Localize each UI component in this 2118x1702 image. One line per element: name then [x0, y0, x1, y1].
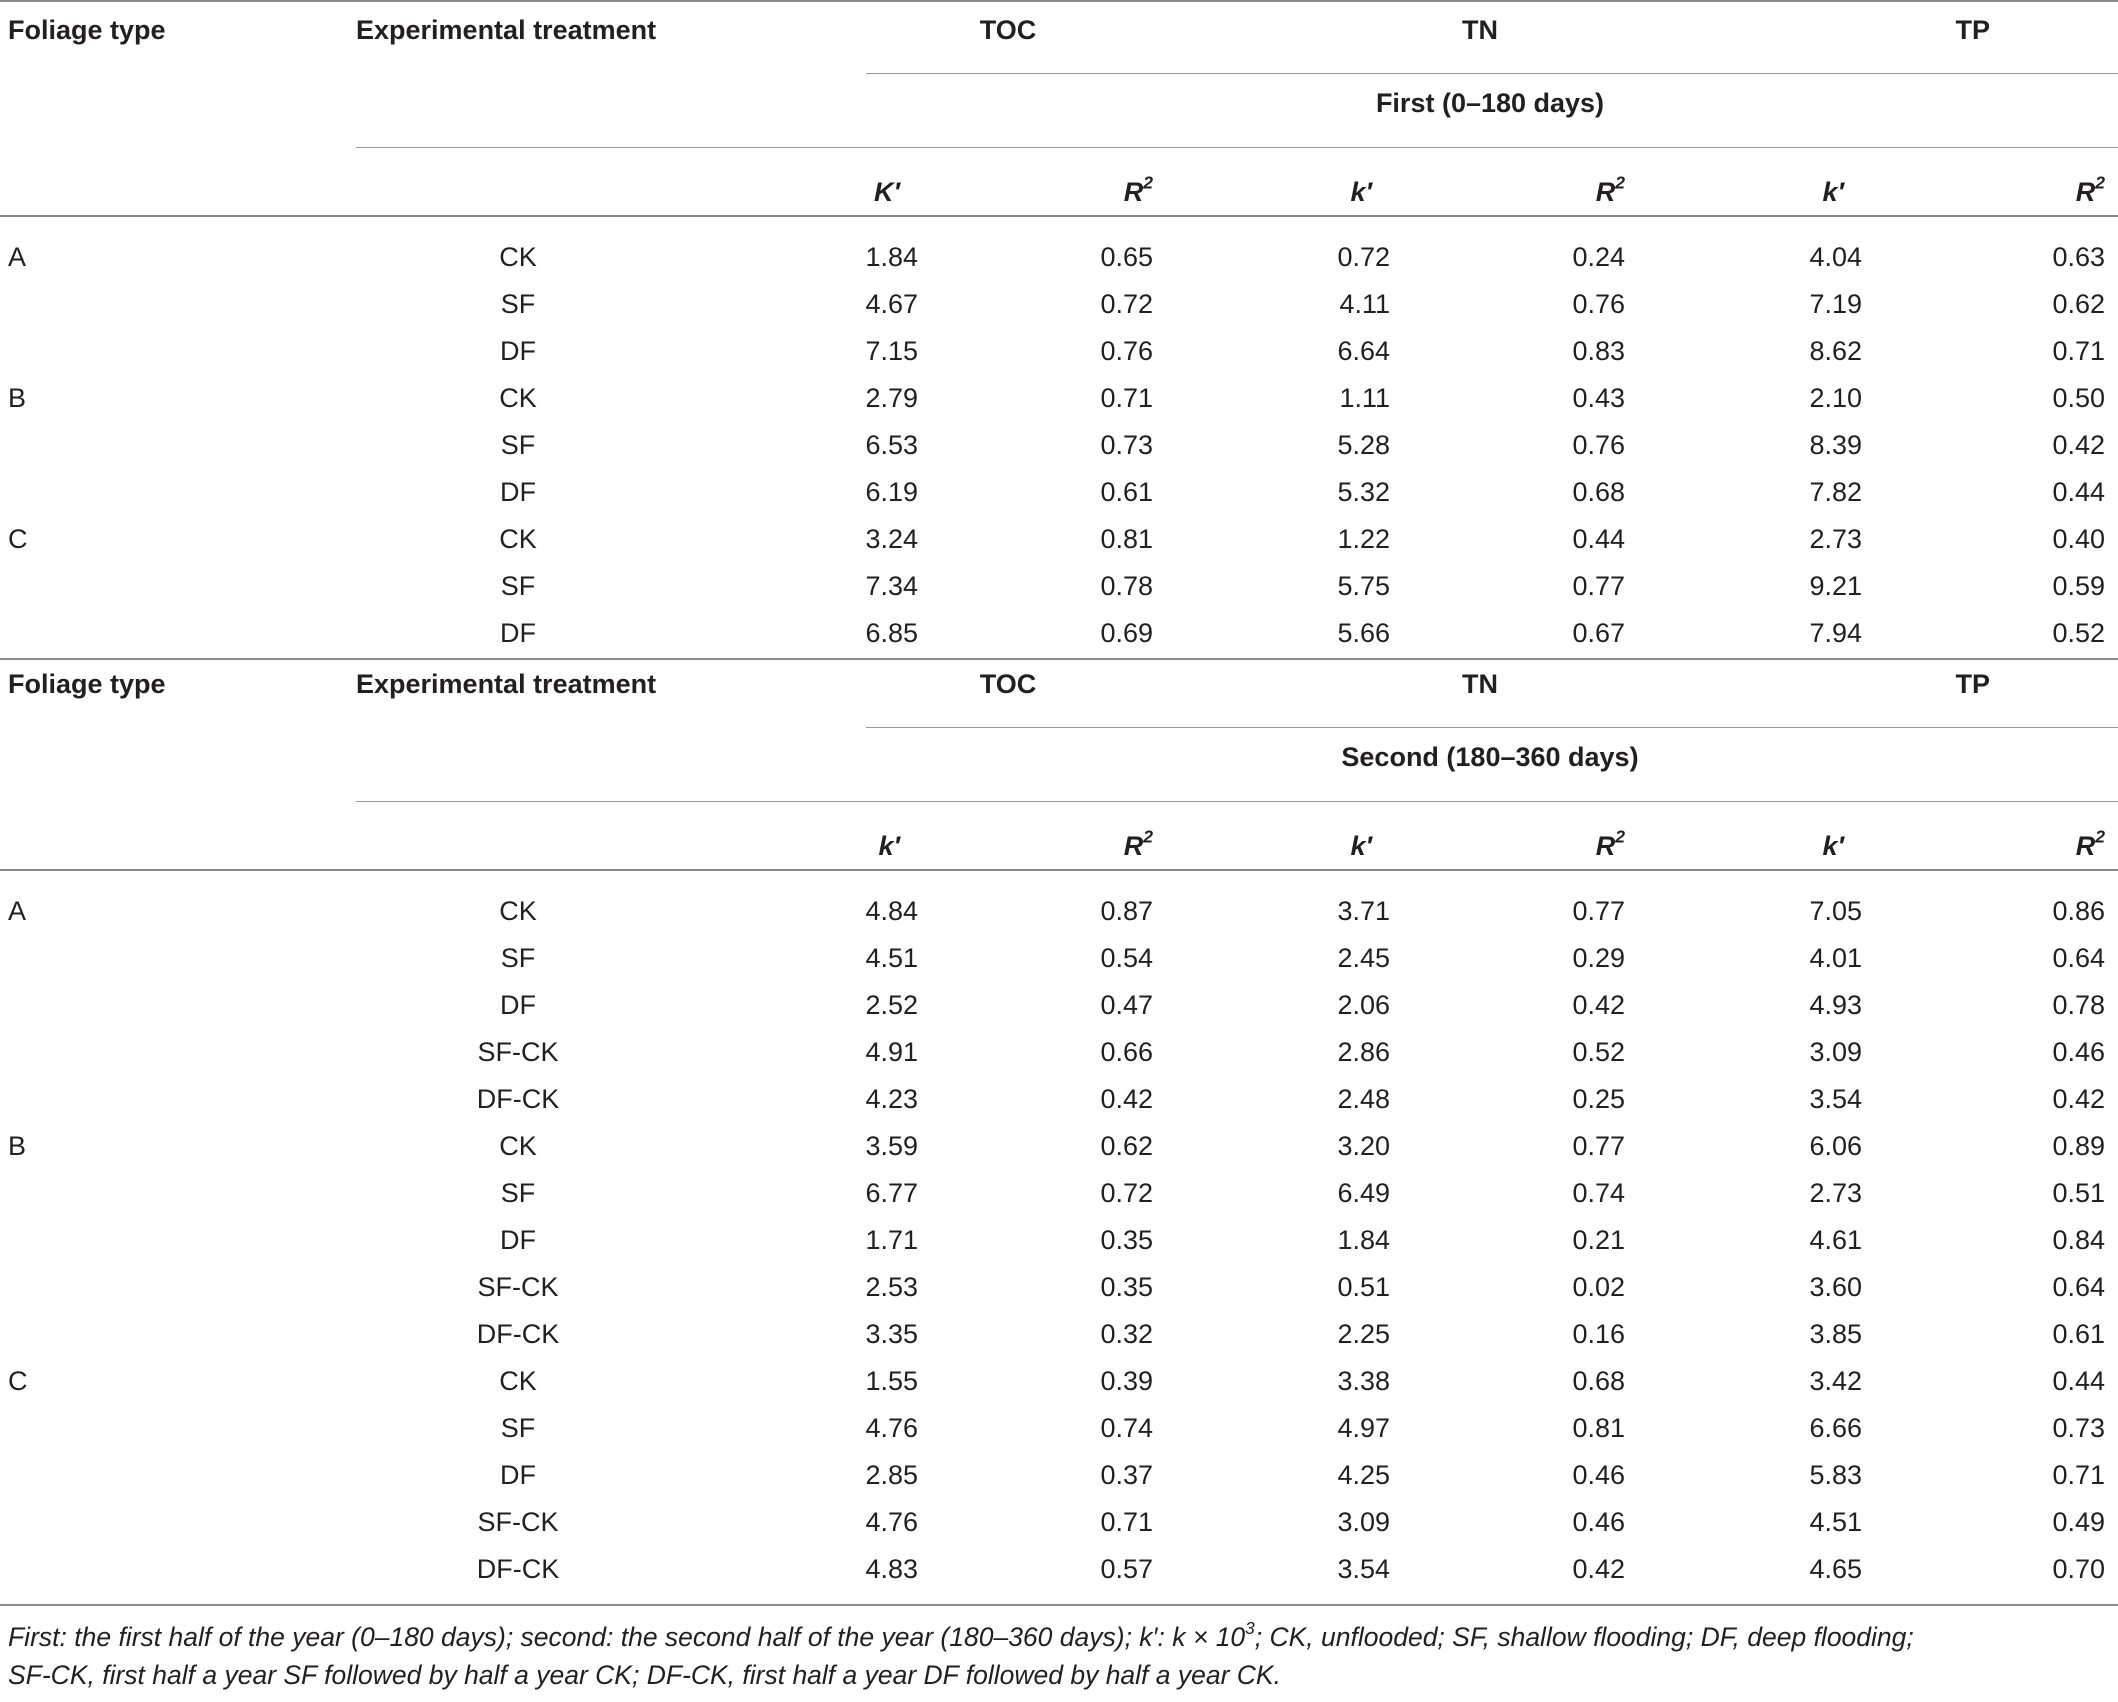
- cell-toc-r2: 0.65: [1100, 242, 1153, 272]
- r-squared-base: R: [1123, 177, 1144, 207]
- r-squared-base: R: [2075, 177, 2096, 207]
- cell-toc-r2: 0.42: [1100, 1084, 1153, 1114]
- cell-toc-k: 3.24: [865, 524, 918, 554]
- cell-tn-k: 2.45: [1337, 943, 1390, 973]
- footnote-line-1: First: the first half of the year (0–180 days); second: the second half of the year (180–360 days); k′: $k \times 10^3$; CK, unflooded; SF, shallow flooding; DF, deep flooding;: [8, 1617, 1914, 1652]
- table-row: [0, 563, 2118, 610]
- cell-treatment: DF-CK: [476, 1084, 560, 1114]
- cell-tp-r2: 0.42: [2052, 1084, 2105, 1114]
- table-row: [0, 1170, 2118, 1217]
- cell-tn-k: 0.72: [1337, 242, 1390, 272]
- cell-tp-r2: 0.51: [2052, 1178, 2105, 1208]
- r-squared-superscript: 2: [2095, 826, 2105, 847]
- cell-treatment: SF-CK: [477, 1507, 559, 1537]
- cell-toc-r2: 0.76: [1100, 336, 1153, 366]
- period-header-row: [0, 80, 2118, 127]
- period-label: Second (180–360 days): [1341, 742, 1639, 772]
- cell-tp-k: 9.21: [1809, 571, 1862, 601]
- coefficient-header-row: [0, 823, 2118, 870]
- cell-tp-r2: 0.71: [2052, 336, 2105, 366]
- cell-toc-r2: 0.37: [1100, 1460, 1153, 1490]
- cell-tn-k: 2.86: [1337, 1037, 1390, 1067]
- cell-tn-r2: 0.76: [1572, 430, 1625, 460]
- cell-toc-k: 4.84: [865, 896, 918, 926]
- table-row: [0, 1217, 2118, 1264]
- cell-tn-r2: 0.81: [1572, 1413, 1625, 1443]
- cell-treatment: DF: [500, 1460, 536, 1490]
- k-prime-header: k′: [1350, 177, 1372, 207]
- cell-toc-k: 1.84: [865, 242, 918, 272]
- r-squared-base: R: [2075, 831, 2096, 861]
- cell-tn-k: 3.20: [1337, 1131, 1390, 1161]
- cell-toc-r2: 0.74: [1100, 1413, 1153, 1443]
- column-header-tn: TN: [1462, 15, 1498, 45]
- cell-toc-k: 6.53: [865, 430, 918, 460]
- cell-toc-k: 4.51: [865, 943, 918, 973]
- column-header-foliage-type: Foliage type: [8, 15, 166, 45]
- cell-toc-k: 1.55: [865, 1366, 918, 1396]
- cell-toc-k: 6.19: [865, 477, 918, 507]
- cell-treatment: SF: [500, 289, 536, 319]
- cell-toc-r2: 0.35: [1100, 1225, 1153, 1255]
- cell-tn-r2: 0.44: [1572, 524, 1625, 554]
- r-squared-header: [853, 823, 1153, 870]
- cell-tn-r2: 0.52: [1572, 1037, 1625, 1067]
- table-row: [0, 1452, 2118, 1499]
- cell-toc-k: 4.76: [865, 1413, 918, 1443]
- cell-toc-k: 1.71: [865, 1225, 918, 1255]
- cell-foliage: C: [8, 1366, 28, 1396]
- cell-treatment: SF-CK: [477, 1272, 559, 1302]
- table-row: [0, 888, 2118, 935]
- coefficient-header-row: [0, 169, 2118, 216]
- cell-treatment: SF: [500, 1413, 536, 1443]
- cell-tp-k: 2.10: [1809, 383, 1862, 413]
- cell-toc-r2: 0.87: [1100, 896, 1153, 926]
- cell-tp-r2: 0.70: [2052, 1554, 2105, 1584]
- table-row: [0, 1264, 2118, 1311]
- cell-tp-k: 7.94: [1809, 618, 1862, 648]
- table-bottom-rule: [0, 1604, 2118, 1606]
- cell-tn-r2: 0.16: [1572, 1319, 1625, 1349]
- cell-toc-k: 2.52: [865, 990, 918, 1020]
- cell-toc-k: 2.53: [865, 1272, 918, 1302]
- cell-toc-k: 4.83: [865, 1554, 918, 1584]
- r-squared-superscript: 2: [1143, 172, 1153, 193]
- cell-tn-k: 5.66: [1337, 618, 1390, 648]
- cell-toc-r2: 0.54: [1100, 943, 1153, 973]
- cell-toc-r2: 0.78: [1100, 571, 1153, 601]
- cell-tp-r2: 0.50: [2052, 383, 2105, 413]
- cell-tn-k: 6.64: [1337, 336, 1390, 366]
- cell-treatment: CK: [499, 242, 537, 272]
- cell-tn-k: 4.25: [1337, 1460, 1390, 1490]
- cell-tp-r2: 0.64: [2052, 1272, 2105, 1302]
- cell-tp-k: 4.01: [1809, 943, 1862, 973]
- cell-tp-k: 7.19: [1809, 289, 1862, 319]
- cell-tn-k: 1.11: [1339, 383, 1390, 413]
- cell-tp-k: 6.66: [1809, 1413, 1862, 1443]
- cell-foliage: B: [8, 383, 27, 413]
- cell-toc-k: 7.34: [865, 571, 918, 601]
- cell-toc-r2: 0.62: [1100, 1131, 1153, 1161]
- cell-tp-r2: 0.52: [2052, 618, 2105, 648]
- cell-toc-k: 4.23: [865, 1084, 918, 1114]
- cell-tp-k: 7.82: [1809, 477, 1862, 507]
- cell-treatment: DF: [500, 477, 536, 507]
- cell-tn-r2: 0.21: [1572, 1225, 1625, 1255]
- cell-tp-k: 4.65: [1809, 1554, 1862, 1584]
- cell-tp-k: 8.62: [1809, 336, 1862, 366]
- cell-tn-k: 1.84: [1337, 1225, 1390, 1255]
- cell-tn-r2: 0.77: [1572, 571, 1625, 601]
- section-header-row: [0, 7, 2118, 54]
- cell-tp-k: 3.60: [1809, 1272, 1862, 1302]
- table-row: [0, 281, 2118, 328]
- cell-toc-r2: 0.61: [1100, 477, 1153, 507]
- r-squared-superscript: 2: [1143, 826, 1153, 847]
- r-squared-base: R: [1595, 177, 1616, 207]
- table-row: [0, 1546, 2118, 1593]
- table-row: [0, 610, 2118, 657]
- cell-tn-k: 4.97: [1337, 1413, 1390, 1443]
- column-header-tp: TP: [1955, 669, 1990, 699]
- cell-tn-k: 2.25: [1337, 1319, 1390, 1349]
- header-rule-bottom: [0, 215, 2118, 217]
- cell-tp-r2: 0.61: [2052, 1319, 2105, 1349]
- r-squared-superscript: 2: [1615, 826, 1625, 847]
- cell-treatment: SF: [500, 571, 536, 601]
- cell-tp-k: 6.06: [1809, 1131, 1862, 1161]
- cell-tn-k: 5.28: [1337, 430, 1390, 460]
- column-header-experimental-treatment: Experimental treatment: [356, 669, 657, 699]
- cell-tn-r2: 0.67: [1572, 618, 1625, 648]
- cell-treatment: DF: [500, 1225, 536, 1255]
- cell-toc-k: 3.59: [865, 1131, 918, 1161]
- cell-treatment: CK: [499, 896, 537, 926]
- cell-treatment: SF-CK: [477, 1037, 559, 1067]
- table-row: [0, 1123, 2118, 1170]
- cell-tn-r2: 0.46: [1572, 1460, 1625, 1490]
- header-rule-under-period: [356, 801, 2118, 802]
- cell-foliage: C: [8, 524, 28, 554]
- cell-tp-r2: 0.64: [2052, 943, 2105, 973]
- column-header-tn: TN: [1462, 669, 1498, 699]
- table-row: [0, 469, 2118, 516]
- cell-tn-r2: 0.68: [1572, 1366, 1625, 1396]
- cell-tp-k: 7.05: [1809, 896, 1862, 926]
- cell-treatment: CK: [499, 524, 537, 554]
- table-row: [0, 1499, 2118, 1546]
- header-rule-under-period: [356, 147, 2118, 148]
- cell-tn-r2: 0.42: [1572, 1554, 1625, 1584]
- cell-tn-r2: 0.25: [1572, 1084, 1625, 1114]
- cell-tn-r2: 0.74: [1572, 1178, 1625, 1208]
- cell-tp-r2: 0.63: [2052, 242, 2105, 272]
- cell-tp-r2: 0.42: [2052, 430, 2105, 460]
- cell-foliage: A: [8, 242, 27, 272]
- r-squared-header: [1325, 823, 1625, 870]
- table-row: [0, 1405, 2118, 1452]
- k-prime-header: k′: [878, 831, 900, 861]
- r-squared-base: R: [1595, 831, 1616, 861]
- cell-toc-r2: 0.35: [1100, 1272, 1153, 1302]
- cell-tp-k: 3.42: [1809, 1366, 1862, 1396]
- table-row: [0, 234, 2118, 281]
- cell-treatment: DF: [500, 618, 536, 648]
- cell-toc-r2: 0.57: [1100, 1554, 1153, 1584]
- cell-tp-r2: 0.44: [2052, 477, 2105, 507]
- column-header-experimental-treatment: Experimental treatment: [356, 15, 657, 45]
- k-prime-header: k′: [1822, 177, 1844, 207]
- cell-toc-r2: 0.72: [1100, 1178, 1153, 1208]
- cell-tp-r2: 0.78: [2052, 990, 2105, 1020]
- table-row: [0, 328, 2118, 375]
- cell-treatment: SF: [500, 1178, 536, 1208]
- cell-tn-r2: 0.43: [1572, 383, 1625, 413]
- cell-tn-r2: 0.77: [1572, 896, 1625, 926]
- cell-tn-r2: 0.83: [1572, 336, 1625, 366]
- cell-toc-r2: 0.69: [1100, 618, 1153, 648]
- r-squared-superscript: 2: [2095, 172, 2105, 193]
- cell-tp-r2: 0.71: [2052, 1460, 2105, 1490]
- table-row: [0, 375, 2118, 422]
- k-prime-header: k′: [1350, 831, 1372, 861]
- cell-tp-r2: 0.49: [2052, 1507, 2105, 1537]
- cell-toc-k: 3.35: [865, 1319, 918, 1349]
- table-row: [0, 982, 2118, 1029]
- cell-tn-r2: 0.68: [1572, 477, 1625, 507]
- header-rule-under-groups: [866, 727, 2118, 728]
- cell-foliage: B: [8, 1131, 27, 1161]
- cell-treatment: DF: [500, 336, 536, 366]
- section-header-row: [0, 661, 2118, 708]
- cell-tn-k: 2.48: [1337, 1084, 1390, 1114]
- cell-tn-r2: 0.42: [1572, 990, 1625, 1020]
- r-squared-superscript: 2: [1615, 172, 1625, 193]
- cell-tn-k: 5.75: [1337, 571, 1390, 601]
- r-squared-header: [853, 169, 1153, 216]
- cell-toc-r2: 0.39: [1100, 1366, 1153, 1396]
- cell-treatment: CK: [499, 383, 537, 413]
- cell-toc-r2: 0.71: [1100, 1507, 1153, 1537]
- cell-treatment: SF: [500, 943, 536, 973]
- cell-tp-r2: 0.73: [2052, 1413, 2105, 1443]
- cell-tp-r2: 0.86: [2052, 896, 2105, 926]
- cell-toc-k: 6.77: [865, 1178, 918, 1208]
- cell-tn-k: 3.71: [1337, 896, 1390, 926]
- cell-treatment: CK: [499, 1131, 537, 1161]
- cell-tp-k: 5.83: [1809, 1460, 1862, 1490]
- cell-tp-k: 8.39: [1809, 430, 1862, 460]
- table-row: [0, 935, 2118, 982]
- cell-treatment: DF-CK: [476, 1319, 560, 1349]
- table-footnote: [8, 1618, 2108, 1694]
- cell-treatment: CK: [499, 1366, 537, 1396]
- cell-tn-r2: 0.29: [1572, 943, 1625, 973]
- cell-toc-k: 7.15: [865, 336, 918, 366]
- cell-tn-k: 6.49: [1337, 1178, 1390, 1208]
- cell-toc-k: 4.91: [865, 1037, 918, 1067]
- cell-tp-r2: 0.46: [2052, 1037, 2105, 1067]
- cell-tn-k: 4.11: [1339, 289, 1390, 319]
- cell-tn-r2: 0.24: [1572, 242, 1625, 272]
- cell-tp-k: 3.85: [1809, 1319, 1862, 1349]
- cell-treatment: DF-CK: [476, 1554, 560, 1584]
- r-squared-header: [1325, 169, 1625, 216]
- table-row: [0, 1029, 2118, 1076]
- cell-toc-r2: 0.47: [1100, 990, 1153, 1020]
- cell-tp-k: 4.61: [1809, 1225, 1862, 1255]
- cell-tn-k: 0.51: [1337, 1272, 1390, 1302]
- cell-toc-r2: 0.32: [1100, 1319, 1153, 1349]
- period-label: First (0–180 days): [1375, 88, 1605, 118]
- cell-tn-k: 3.38: [1337, 1366, 1390, 1396]
- column-header-tp: TP: [1955, 15, 1990, 45]
- cell-treatment: DF: [500, 990, 536, 1020]
- cell-toc-k: 2.79: [865, 383, 918, 413]
- cell-toc-k: 4.67: [865, 289, 918, 319]
- cell-tn-k: 5.32: [1337, 477, 1390, 507]
- cell-tp-r2: 0.44: [2052, 1366, 2105, 1396]
- cell-tn-r2: 0.46: [1572, 1507, 1625, 1537]
- cell-tp-k: 4.04: [1809, 242, 1862, 272]
- cell-tp-k: 3.09: [1809, 1037, 1862, 1067]
- header-rule-under-groups: [866, 73, 2118, 74]
- cell-tn-k: 3.09: [1337, 1507, 1390, 1537]
- cell-toc-k: 2.85: [865, 1460, 918, 1490]
- table-top-rule: [0, 0, 2118, 2]
- section-divider-rule: [0, 658, 2118, 660]
- cell-tp-r2: 0.40: [2052, 524, 2105, 554]
- r-squared-base: R: [1123, 831, 1144, 861]
- table-row: [0, 1358, 2118, 1405]
- cell-foliage: A: [8, 896, 27, 926]
- cell-tn-k: 2.06: [1337, 990, 1390, 1020]
- column-header-toc: TOC: [979, 669, 1037, 699]
- cell-tp-k: 4.51: [1809, 1507, 1862, 1537]
- cell-toc-r2: 0.81: [1100, 524, 1153, 554]
- period-header-row: [0, 734, 2118, 781]
- cell-tp-r2: 0.59: [2052, 571, 2105, 601]
- cell-treatment: SF: [500, 430, 536, 460]
- cell-tp-r2: 0.84: [2052, 1225, 2105, 1255]
- cell-tp-k: 4.93: [1809, 990, 1862, 1020]
- table-row: [0, 516, 2118, 563]
- r-squared-header: [1805, 169, 2105, 216]
- cell-toc-k: 4.76: [865, 1507, 918, 1537]
- cell-tp-r2: 0.62: [2052, 289, 2105, 319]
- cell-tp-k: 2.73: [1809, 1178, 1862, 1208]
- cell-tp-r2: 0.89: [2052, 1131, 2105, 1161]
- table-row: [0, 1076, 2118, 1123]
- table-row: [0, 1311, 2118, 1358]
- cell-toc-k: 6.85: [865, 618, 918, 648]
- k-prime-header: K′: [874, 177, 900, 207]
- cell-toc-r2: 0.71: [1100, 383, 1153, 413]
- r-squared-header: [1805, 823, 2105, 870]
- column-header-foliage-type: Foliage type: [8, 669, 166, 699]
- cell-toc-r2: 0.72: [1100, 289, 1153, 319]
- cell-toc-r2: 0.73: [1100, 430, 1153, 460]
- cell-tn-r2: 0.76: [1572, 289, 1625, 319]
- cell-tn-k: 1.22: [1337, 524, 1390, 554]
- cell-tn-k: 3.54: [1337, 1554, 1390, 1584]
- cell-tp-k: 2.73: [1809, 524, 1862, 554]
- k-prime-header: k′: [1822, 831, 1844, 861]
- cell-tn-r2: 0.02: [1572, 1272, 1625, 1302]
- cell-tn-r2: 0.77: [1572, 1131, 1625, 1161]
- column-header-toc: TOC: [979, 15, 1037, 45]
- cell-toc-r2: 0.66: [1100, 1037, 1153, 1067]
- header-rule-bottom: [0, 869, 2118, 871]
- table-row: [0, 422, 2118, 469]
- footnote-line-2: SF-CK, first half a year SF followed by half a year CK; DF-CK, first half a year DF followed by half a year CK.: [8, 1660, 1281, 1690]
- cell-tp-k: 3.54: [1809, 1084, 1862, 1114]
